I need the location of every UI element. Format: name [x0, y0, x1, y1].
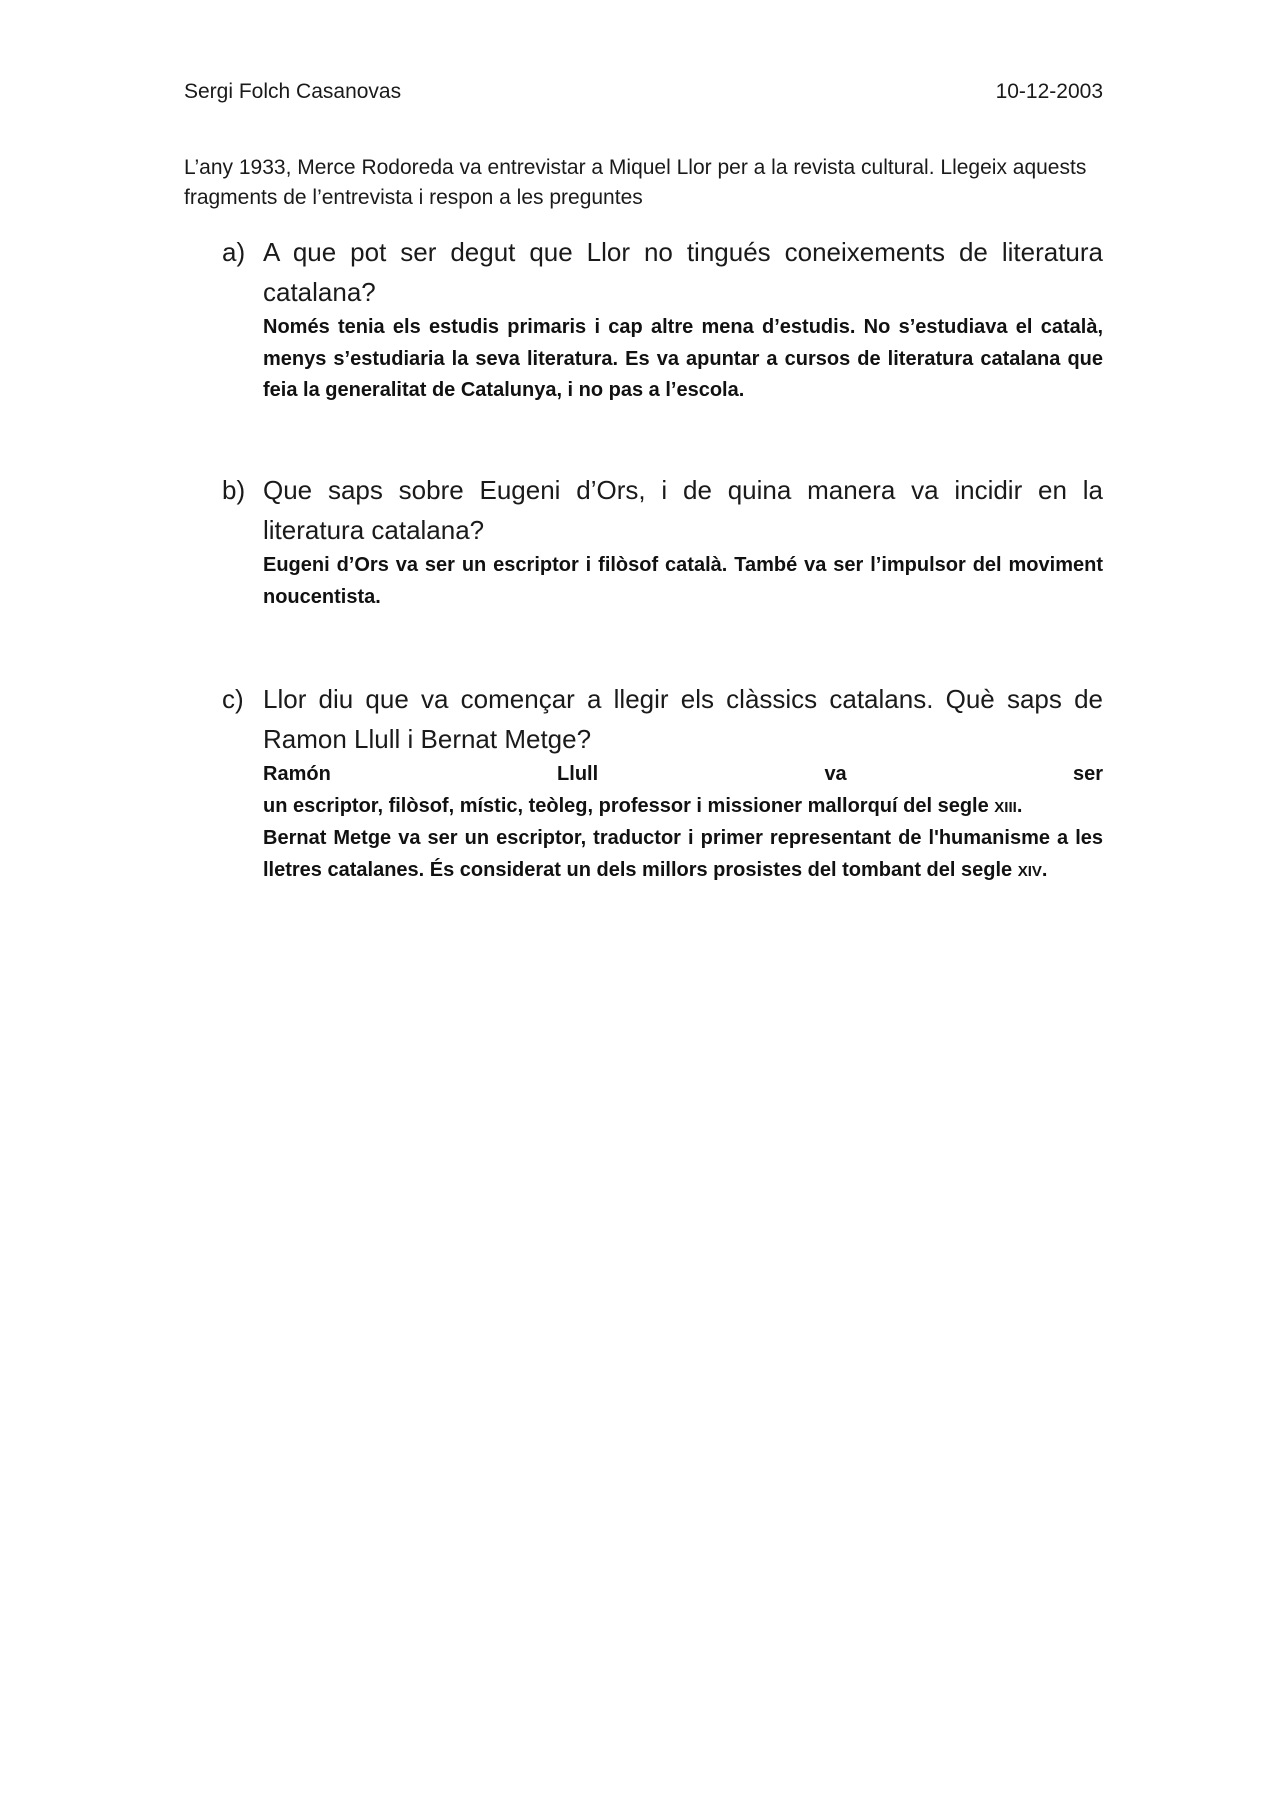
answer-line: Ramón Llull va ser	[263, 763, 1103, 785]
author-name: Sergi Folch Casanovas	[184, 80, 402, 103]
answer-text	[263, 550, 1103, 613]
question-text: A que pot ser degut que Llor no tingués coneixements de literatura catalana?	[263, 237, 1103, 307]
answer-line: Bernat Metge va ser un escriptor, traductor i primer representant de l'humanisme a les lletres catalanes. És considerat un dels millors prosistes del tombant del segle XIV.	[263, 827, 1103, 881]
page-header	[184, 78, 1103, 106]
answer-paragraph: Eugeni d’Ors va ser un escriptor i filòsof català. També va ser l’impulsor del moviment noucentista.	[263, 554, 1103, 608]
answer-line-text: un escriptor, filòsof, místic, teòleg, professor i missioner mallorquí del segle	[263, 794, 989, 817]
century-numeral: XIV	[1017, 862, 1042, 880]
question-a	[222, 232, 1103, 407]
intro-paragraph: L’any 1933, Merce Rodoreda va entrevistar a Miquel Llor per a la revista cultural. Llegeix aquests fragments de l’entrevista i respon a les preguntes	[184, 156, 1087, 209]
century-numeral: XIII	[994, 798, 1017, 816]
question-letter: b)	[222, 475, 246, 505]
answer-paragraph: Només tenia els estudis primaris i cap altre mena d’estudis. No s’estudiava el català, menys s’estudiaria la seva literatura. Es va apuntar a cursos de literatura catalana que feia la generalitat de Catalunya, i no pas a l’escola.	[263, 316, 1103, 401]
question-text: Llor diu que va començar a llegir els clàssics catalans. Què saps de Ramon Llull i Bernat Metge?	[263, 684, 1103, 754]
answer-text	[263, 312, 1103, 407]
question-text: Que saps sobre Eugeni d’Ors, i de quina manera va incidir en la literatura catalana?	[263, 475, 1103, 545]
question-letter: c)	[222, 684, 244, 714]
answer-line-text: Bernat Metge va ser un escriptor, traductor i primer representant de l'humanisme a les lletres catalanes. És considerat un dels millors prosistes del tombant del segle	[263, 827, 1103, 881]
answer-line: un escriptor, filòsof, místic, teòleg, professor i missioner mallorquí del segle XIII.	[263, 794, 1023, 817]
document-date: 10-12-2003	[995, 80, 1103, 103]
question-b	[222, 470, 1103, 613]
question-letter: a)	[222, 237, 246, 267]
question-c	[222, 679, 1103, 887]
answer-text	[263, 759, 1103, 887]
